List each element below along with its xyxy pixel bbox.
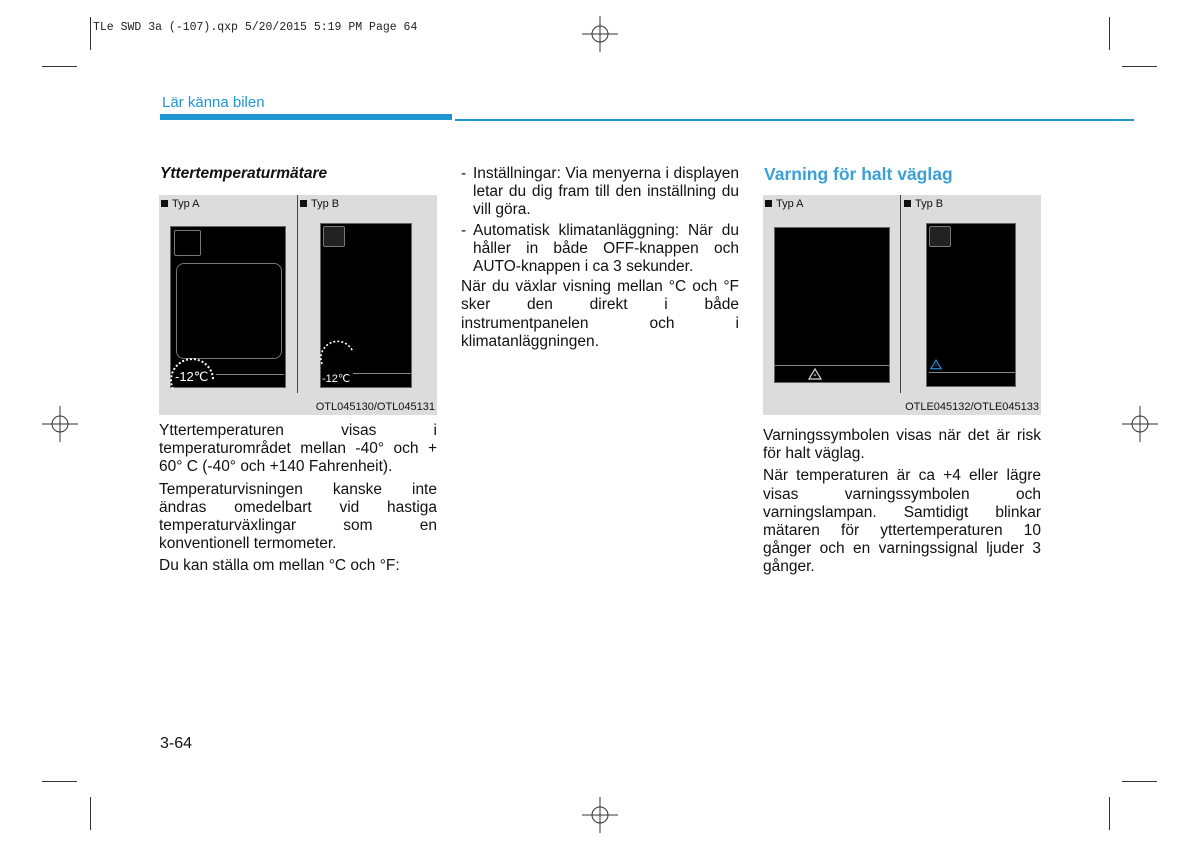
- crop-mark: [90, 17, 91, 50]
- paragraph: När du växlar visning mellan °C och °F sker den direkt i både instrumentpanelen och i klimatanläggningen.: [461, 278, 739, 350]
- icy-road-warning-icon: [930, 359, 942, 370]
- registration-mark-icon: [42, 406, 78, 442]
- screen-icon-slot: [929, 226, 951, 247]
- screen-bottom-rule: [216, 374, 284, 375]
- crop-mark: [42, 66, 77, 67]
- list-dash: -: [461, 221, 467, 239]
- figure-icy-road-warning: [763, 195, 1041, 415]
- figure-tag-a: Typ A: [765, 198, 804, 210]
- settings-list: [461, 165, 739, 276]
- crop-mark: [1122, 66, 1157, 67]
- crop-mark: [42, 781, 77, 782]
- header-bar: [160, 114, 452, 120]
- paragraph: När temperaturen är ca +4 eller lägre visas varningssymbolen och varningslampan. Samtidigt blinkar mätaren för yttertemperaturen 10 gånger och en varningssignal ljuder 3 gånger.: [763, 467, 1041, 576]
- registration-mark-icon: [1122, 406, 1158, 442]
- paragraph: Temperaturvisningen kanske inte ändras omedelbart vid hastiga temperaturväxlingar som en konventionell termometer.: [159, 480, 437, 553]
- cluster-screen-a: [170, 226, 286, 388]
- registration-mark-icon: [582, 797, 618, 833]
- screen-bottom-rule: [775, 365, 889, 366]
- crop-mark: [1122, 781, 1157, 782]
- svg-text:*: *: [813, 373, 817, 380]
- figure-outside-temperature: [159, 195, 437, 415]
- screen-icon-slot: [174, 230, 201, 256]
- figure-code: OTL045130/OTL045131: [315, 401, 435, 413]
- list-item: - Inställningar: Via menyerna i displayen letar du dig fram till den inställning du vill göra.: [461, 165, 739, 219]
- left-section-title: Yttertemperaturmätare: [160, 165, 328, 182]
- middle-body-text: [461, 165, 739, 355]
- screen-bottom-rule: [353, 373, 411, 374]
- crop-mark: [1109, 17, 1110, 50]
- screen-info-panel: [176, 263, 282, 359]
- outside-temp-readout-a: -12℃: [175, 369, 209, 384]
- figure-tag-a: Typ A: [161, 198, 200, 210]
- crop-mark: [1109, 797, 1110, 830]
- paragraph: Yttertemperaturen visas i temperaturområdet mellan -40° och + 60° C (-40° och +140 Fahrenheit).: [159, 422, 437, 476]
- list-item: - Automatisk klimatanläggning: När du håller in både OFF-knappen och AUTO-knappen i ca 3 sekunder.: [461, 221, 739, 276]
- outside-temp-readout-b: -12℃: [322, 373, 351, 385]
- paragraph: Du kan ställa om mellan °C och °F:: [159, 557, 400, 575]
- cluster-screen-b: [320, 223, 412, 388]
- figure-tag-b: Typ B: [904, 198, 943, 210]
- left-body-text: [159, 422, 437, 580]
- cluster-screen-b: [926, 223, 1016, 387]
- registration-mark-icon: [582, 16, 618, 52]
- screen-bottom-rule: [929, 372, 1015, 373]
- cluster-screen-a: [774, 227, 890, 383]
- list-dash: -: [461, 165, 467, 182]
- figure-divider: [900, 195, 901, 393]
- highlight-circle-icon: [319, 330, 357, 366]
- figure-tag-b: Typ B: [300, 198, 339, 210]
- screen-icon-slot: [323, 226, 345, 247]
- figure-code: OTLE045132/OTLE045133: [905, 401, 1039, 413]
- crop-mark: [90, 797, 91, 830]
- print-slug: TLe SWD 3a (-107).qxp 5/20/2015 5:19 PM Page 64: [93, 21, 418, 34]
- right-section-title: Varning för halt väglag: [764, 164, 953, 184]
- figure-divider: [297, 195, 298, 393]
- svg-text:*: *: [934, 363, 938, 370]
- page-number: 3-64: [160, 735, 193, 752]
- right-body-text: [763, 427, 1041, 581]
- section-header: Lär känna bilen: [162, 94, 265, 111]
- header-rule: [455, 119, 1134, 121]
- paragraph: Varningssymbolen visas när det är risk för halt väglag.: [763, 427, 1041, 463]
- icy-road-warning-icon: [808, 368, 822, 380]
